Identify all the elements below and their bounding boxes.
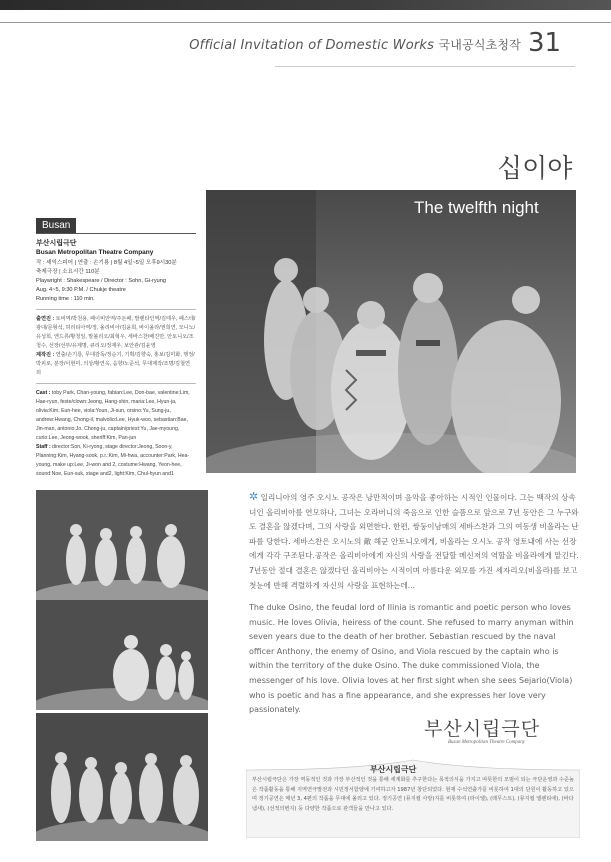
play-title-kr: 십이야 [497,154,573,184]
staff-en-text: director:Son, Ki-ryong, stage director:Jeong, Soon-y, Planning:Kim, Hyang-sook, p.r.:Kim, Mi-hwa, accounter:Park, Hea-young, make up:Lee, Ji-won and 2, costume:Hwang, Yeon-hee, sound:Noe, Eun-suk, stage and2, light:Kim, Chul-hyun and1 [36,444,190,477]
info-kr-2: 축제극장 | 소요시간 110분 [36,269,100,275]
staff-kr [36,351,196,378]
stage-photo-2-illustration [36,600,208,710]
info-kr-1: 작 : 셰익스피어 | 연출 : 손기룡 | 8월 4일~5일 오후9시30분 [36,260,177,266]
star-icon: ✲ [249,490,259,503]
stage-photo-illustration [206,190,576,473]
dates: Aug. 4~5, 9:30 P.M. / Chukje theatre [36,287,126,293]
header-underline [275,66,575,67]
company-box-body: 부산시립극단은 가장 역동적인 것과 가장 부산적인 것을 통해 세계화를 추구한다는 목적의식을 가지고 따뜻한의 모범이 되는 극단운영과 수준높은 작품활동을 통해 지역연극발전과 시민정서함양에 기여하고자 1987년 창단되었다. 현재 수석연출가를 비롯하여 1대의 단원이 활동하고 있으며 정기공연은 매년 3, 4편의 작품을 무대에 올리고 있다. 정기공연 (뮤지컬 사랑)지를 비롯하여 (라이엘), (레무스트), (뮤지컬 엘렌티에), (바다 냄새), (선적의변지) 등 다양한 작품으로 관객들을 만나고 있다. [252,777,575,812]
stage-photo-3 [36,713,208,841]
stage-photo-3-illustration [36,713,208,841]
play-title-en: The twelfth night [414,198,539,217]
cast-en [36,389,196,443]
synopsis-en: The duke Osino, the feudal lord of Ilinia is romantic and poetic person who loves music. He loves Olivia, heiress of the count. She refused to marry anyman within seven years due to the death of her brother. Sebastian rescued by the naval officer Anthony, the enemy of Osino, and Viola rescued by the captain who is within the territory of the duke Osino. The duke commissioned Viola, the messenger of his love. Olivia loves at her first sight when she sees Sejario(Viola) who is poetic and has a fine appearance, and she expresses her love very passionately. [249,603,574,715]
company-logo-kr: 부산시립극단 [424,718,541,740]
staff-kr-text: 연출/손기룡, 무대감독/정순기, 기획/김향숙, 홍보/김미화, 행정/박피로, 분장/이현미, 의상/황연옥, 음향/노준석, 무대제작/조명/김철연 외 [36,352,195,376]
synopsis-kr [249,490,579,593]
cast-en-text: toby Park, Chan-young, fabian:Lee, Don-bae, valentine:Lim, Hae-ryun, feste/clown:Jeong, Hang-shin, maria:Lee, Hyun-ja, olivia:Kim, Eun-hee, viola:Youn, Ji-sun, orsino:Yu, Sung-ju, andrew:Hwang, Chong-il, malvolio:Lee, Hyuk-woo, sebastian:Bae, Jin-man, antonio:Jo, Chong-ju, captain/priest:Yu, Jae-myoung, curio:Lee, Jeong-wook, sheriff:Kim, Pan-jun [36,390,190,441]
running-header [189,36,521,53]
staff-en-label: Staff : [36,444,51,450]
org-name-kr: 부산시립극단 [36,239,77,247]
header-rule [0,22,611,23]
stage-photo-2 [36,600,208,710]
page-number: 31 [528,28,562,58]
staff-kr-label: 제작진 : [36,352,55,358]
staff-en [36,443,196,479]
running-time: Running time : 110 min. [36,296,95,302]
company-box-title: 부산시립극단 [370,765,417,774]
company-logo-en: Busan Metropolitan Theatre Company [448,740,525,745]
org-name-en: Busan Metropolitan Theatre Company [36,249,154,256]
city-badge: Busan [36,218,76,233]
sidebar-info [36,218,196,479]
city-underline [36,233,196,234]
stage-photo-1 [36,490,208,600]
cast-en-label: Cast : [36,390,51,396]
synopsis-kr-text: 일리니아의 영주 오시노 공작은 낭만적이며 음악을 좋아하는 시적인 인물이다. 그는 백작의 상속녀인 올리비아를 연모하나, 그녀는 오라버니의 죽음으로 인한 슬픔으로 앞으로 7년 동안은 그 누구와도 결혼을 않겠다며, 그의 사랑을 외면한다. 한편, 쌍둥이남매의 세바스찬과 그의 여동생 비올라는 난파를 당한다. 세바스찬은 오시노의 敵 해군 안토니오에게, 비올라는 오시노 공작 영토내에 사는 선장에게 각각 구조된다.공작은 올리비아에게 자신의 사랑을 전달할 메신저의 역할을 비올라에게 맡긴다. 7년동안 절대 결혼은 않겠다던 올리비아는 시적이며 아름다운 외모를 가진 세자리오(비올라)를 보고 첫눈에 반해 격렬하게 자신의 사랑을 표현하는데... [249,493,579,590]
playwright: Playwright : Shakespeare / Director : Sohn, Gi-ryung [36,278,166,284]
divider [36,383,196,384]
divider [36,309,196,310]
header-title-en: Official Invitation of Domestic Works [189,38,435,53]
cast-kr-label: 출연진 : [36,316,55,322]
stage-photo-1-illustration [36,490,208,600]
main-stage-photo [206,190,576,473]
cast-kr [36,315,196,351]
header-title-kr: 국내공식초청작 [438,38,521,52]
cast-kr-text: 토비역/박천용, 페이비안역/주돈배, 발렌타인역/김태우, 페스테/광대/문형석, 허리티아역/정, 올리비아/김윤희, 바이올라/권희연, 모니노/유성희, 앤드류/황청일, 말볼리오/최혁우, 세바스찬/배진만, 안토니오/조청수, 선장/선부/유제명, 큐리오/정재우, 보안관/김윤영 [36,316,196,349]
top-bar [0,0,611,10]
